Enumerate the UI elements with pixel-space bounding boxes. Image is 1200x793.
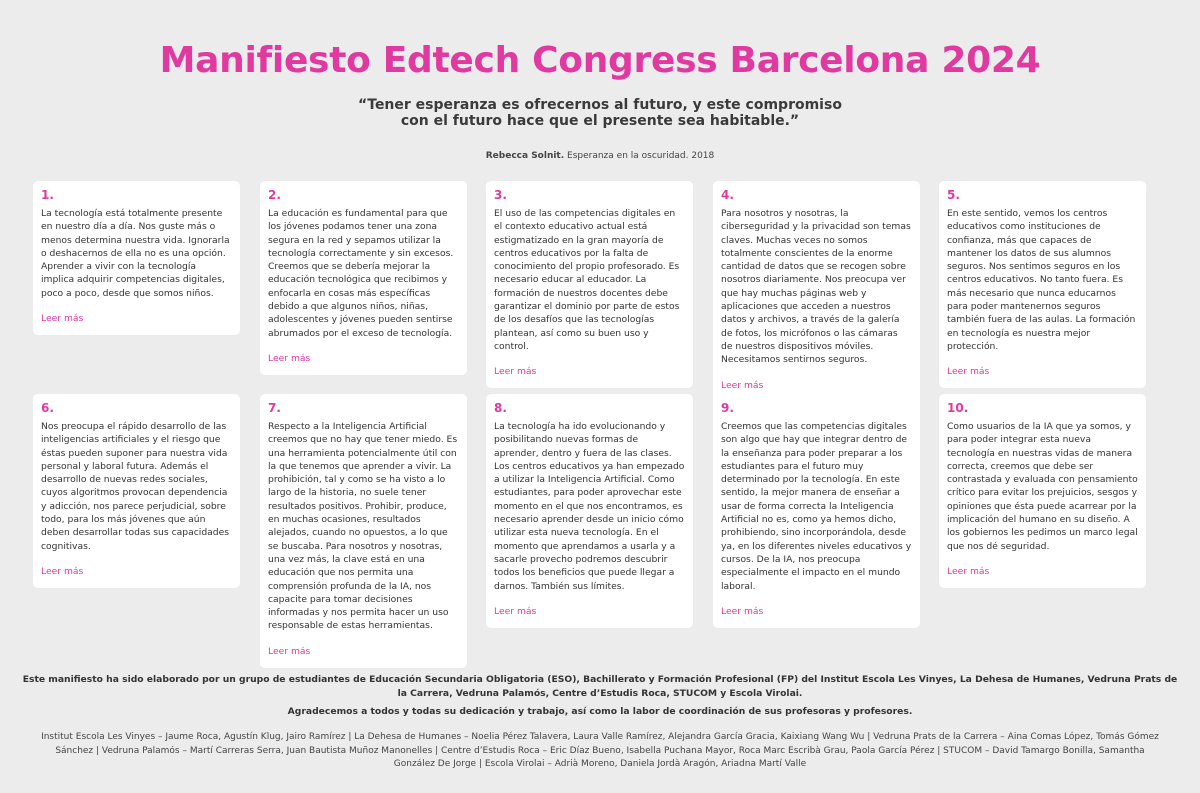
card-number: 2. (268, 188, 281, 202)
card-text: Nos preocupa el rápido desarrollo de las inteligencias artificiales y el riesgo que éstas pueden suponer para nuestra vida personal y laboral futura. Además el desarrollo de nuevas redes sociales, cuyos algoritmos provocan dependencia y adicción, nos parece perjudicial, sobre todo, para los más jóvenes que aún deben desarrollar todas sus capacidades cognitivas. (41, 421, 230, 552)
quote (0, 97, 1200, 129)
manifesto-card-8 (486, 394, 693, 628)
manifesto-card-9 (713, 394, 920, 628)
card-number: 4. (721, 188, 734, 202)
footer-credits: Este manifiesto ha sido elaborado por un grupo de estudiantes de Educación Secundaria Obligatoria (ESO), Bachillerato y Formación Profesional (FP) del Institut Escola Les Vinyes, La Dehesa de Humanes, Vedruna Prats de la Carrera, Vedruna Palamós, Centre d’Estudis Roca, STUCOM y Escola Virolai. (22, 674, 1178, 699)
card-number: 10. (947, 401, 969, 415)
card-number: 9. (721, 401, 734, 415)
footer-participants: Institut Escola Les Vinyes – Jaume Roca, Agustín Klug, Jairo Ramírez | La Dehesa de Humanes – Noelia Pérez Talavera, Laura Valle Ramírez, Alejandra García Gracia, Kaixiang Wang Wu | Vedruna Prats de la Carrera – Aina Comas López, Tomás Gómez Sánchez | Vedruna Palamós – Martí Carreras Serra, Juan Bautista Muñoz Manonelles | Centre d’Estudis Roca – Eric Díaz Bueno, Isabella Puchana Mayor, Roca Marc Escribà Grau, Paola García Pérez | STUCOM – David Tamargo Bonilla, Samantha González De Jorge | Escola Virolai – Adrià Moreno, Daniela Jordà Aragón, Ariadna Martí Valle (41, 732, 1159, 770)
quote-line-1: “Tener esperanza es ofrecernos al futuro, y este compromiso (358, 97, 842, 113)
footer-thanks: Agradecemos a todos y todas su dedicación y trabajo, así como la labor de coordinación de sus profesoras y profesores. (287, 706, 913, 717)
read-more-link[interactable]: Leer más (41, 313, 84, 325)
card-text: En este sentido, vemos los centros educativos como instituciones de confianza, más que capaces de mantener los datos de sus alumnos seguros. Nos sentimos seguros en los centros educativos. No tanto fuera. Es más necesario que nunca educarnos para poder mantenernos seguros también fuera de las aulas. La formación en tecnología es nuestra mejor protección. (947, 208, 1136, 352)
card-number: 5. (947, 188, 960, 202)
read-more-link[interactable]: Leer más (721, 379, 764, 391)
card-number: 7. (268, 401, 281, 415)
card-text: El uso de las competencias digitales en el contexto educativo actual está estigmatizado en la gran mayoría de centros educativos por la falta de conocimiento del propio profesorado. Es necesario educar al educador. La formación de nuestros docentes debe garantizar el dominio por parte de estos de los desafíos que las tecnologías plantean, así como su buen uso y control. (494, 208, 680, 352)
manifesto-card-5 (939, 181, 1146, 388)
quote-author: Rebecca Solnit. (485, 151, 565, 161)
card-text: Creemos que las competencias digitales son algo que hay que integrar dentro de la enseñanza para poder preparar a los estudiantes para el futuro muy determinado por la tecnología. En este sentido, la mejor manera de enseñar a usar de forma correcta la Inteligencia Artificial no es, como ya hemos dicho, prohibiendo, sino incorporándola, desde ya, en los diferentes niveles educativos y cursos. De la IA, nos preocupa especialmente el impacto en el mundo laboral. (721, 421, 912, 592)
read-more-link[interactable]: Leer más (268, 352, 311, 364)
manifesto-card-6 (33, 394, 240, 588)
card-text: La tecnología está totalmente presente en nuestro día a día. Nos guste más o menos determina nuestra vida. Ignorarla o deshacernos de ella no es una opción. Aprender a vivir con la tecnología implica adquirir competencias digitales, poco a poco, desde que somos niños. (41, 208, 230, 299)
page-title: Manifiesto Edtech Congress Barcelona 2024 (159, 40, 1041, 81)
card-text: Como usuarios de la IA que ya somos, y para poder integrar esta nueva tecnología en nuestras vidas de manera correcta, creemos que debe ser contrastada y evaluada con pensamiento crítico para evitar los prejuicios, sesgos y opiniones que ésta puede acarrear por la implicación del humano en su diseño. A los gobiernos les pedimos un marco legal que nos dé seguridad. (947, 421, 1138, 552)
card-number: 8. (494, 401, 507, 415)
read-more-link[interactable]: Leer más (721, 605, 764, 617)
manifesto-card-2 (260, 181, 467, 375)
card-text: La tecnología ha ido evolucionando y posibilitando nuevas formas de aprender, dentro y fuera de las clases. Los centros educativos ya han empezado a utilizar la Inteligencia Artificial. Como estudiantes, para poder aprovechar este momento en el que nos encontramos, es necesario aprender desde un inicio cómo utilizar esta nueva tecnología. En el momento que aprendamos a usarla y a sacarle provecho podremos descubrir todos los beneficios que puede llegar a darnos. También sus límites. (494, 421, 685, 592)
read-more-link[interactable]: Leer más (947, 366, 990, 378)
read-more-link[interactable]: Leer más (41, 565, 84, 577)
quote-source: Esperanza en la oscuridad. 2018 (564, 151, 715, 161)
read-more-link[interactable]: Leer más (268, 645, 311, 657)
card-number: 6. (41, 401, 54, 415)
card-text: La educación es fundamental para que los jóvenes podamos tener una zona segura en la red y sepamos utilizar la tecnología correctamente y sin excesos. Creemos que se debería mejorar la educación tecnológica que recibimos y enfocarla en cosas más específicas debido a que algunos niños, niñas, adolescentes y jóvenes pueden sentirse abrumados por el exceso de tecnología. (268, 208, 454, 339)
card-text: Para nosotros y nosotras, la ciberseguridad y la privacidad son temas claves. Muchas veces no somos totalmente conscientes de la enorme cantidad de datos que se recogen sobre nosotros diariamente. Nos preocupa ver que hay muchas páginas web y aplicaciones que acceden a nuestros datos y archivos, a través de la galería de fotos, los micrófonos o las cámaras de nuestros dispositivos móviles. Necesitamos sentirnos seguros. (721, 208, 911, 366)
manifesto-card-3 (486, 181, 693, 388)
card-text: Respecto a la Inteligencia Artificial creemos que no hay que tener miedo. Es una herramienta potencialmente útil con la que tenemos que aprender a vivir. La prohibición, tal y como se ha visto a lo largo de la historia, no suele tener resultados positivos. Prohibir, produce, en muchas ocasiones, resultados alejados, cuando no opuestos, a lo que se buscaba. Para nosotros y nosotras, una vez más, la clave está en una educación que nos permita una comprensión profunda de la IA, nos capacite para tomar decisiones informadas y nos permita hacer un uso responsable de estas herramientas. (268, 421, 458, 632)
manifesto-card-10 (939, 394, 1146, 588)
read-more-link[interactable]: Leer más (947, 565, 990, 577)
manifesto-card-7 (260, 394, 467, 668)
manifesto-card-4 (713, 181, 920, 402)
quote-line-2: con el futuro hace que el presente sea habitable.” (400, 113, 800, 129)
card-number: 1. (41, 188, 54, 202)
quote-attribution (0, 151, 1200, 161)
card-number: 3. (494, 188, 507, 202)
manifesto-card-1 (33, 181, 240, 335)
read-more-link[interactable]: Leer más (494, 605, 537, 617)
read-more-link[interactable]: Leer más (494, 366, 537, 378)
